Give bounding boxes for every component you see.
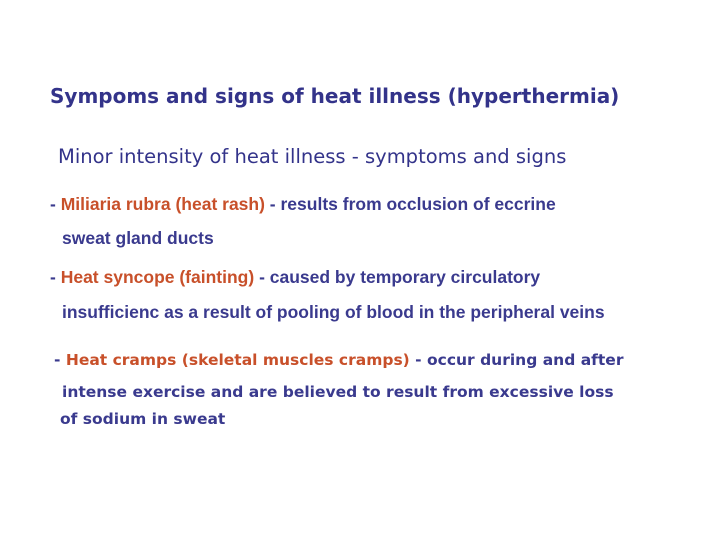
bullet-dash: - [54,351,66,369]
bullet-dash: - [50,267,61,287]
list-item-2-line-1 [50,267,540,288]
list-item-2-line-2: insufficienc as a result of pooling of blood in the peripheral veins [62,302,605,322]
list-item-2-description: - caused by temporary circulatory [254,267,541,287]
bullet-dash: - [50,194,61,214]
list-item-3-line-3: of sodium in sweat [60,410,226,428]
slide-title: Sympoms and signs of heat illness (hyperthermia) [50,84,620,108]
list-item-3-description: - occur during and after [409,351,624,369]
list-item-1-description: - results from occlusion of eccrine [264,194,556,214]
term-heat-cramps: Heat cramps (skeletal muscles cramps) [65,351,410,369]
term-heat-syncope: Heat syncope (fainting) [60,267,255,287]
term-heat-rash: Miliaria rubra (heat rash) [60,194,265,214]
list-item-1-line-1 [50,194,556,215]
list-item-1-line-2: sweat gland ducts [62,228,214,248]
list-item-3-line-1 [54,351,623,369]
list-item-3-line-2: intense exercise and are believed to result from excessive loss [62,383,614,401]
slide-subtitle: Minor intensity of heat illness - symptoms and signs [58,145,567,168]
